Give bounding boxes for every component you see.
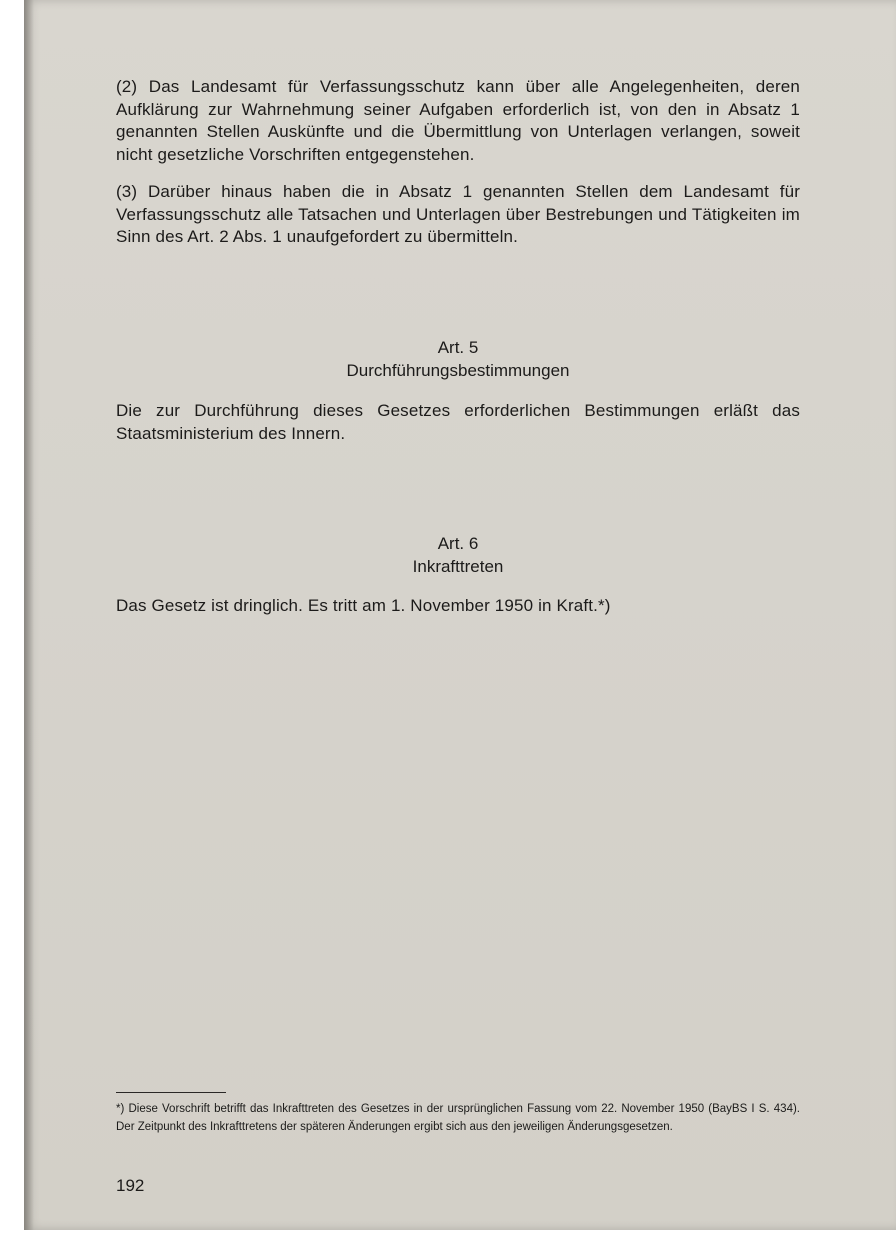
article-6-title: Inkrafttreten [412, 556, 504, 576]
article-6-number: Art. 6 [437, 534, 479, 553]
article-5-text: Die zur Durchführung dieses Gesetzes erforderlichen Bestimmungen erläßt das Staatsministerium des Innern. [116, 401, 800, 443]
article-6-heading [116, 533, 800, 578]
page-edge-shadow [24, 0, 34, 1230]
page-number: 192 [116, 1176, 145, 1195]
paragraph-art4-absatz-3: (3) Darüber hinaus haben die in Absatz 1 genannten Stellen dem Landesamt für Verfassungsschutz alle Tatsachen und Unterlagen über Bestrebungen und Tätigkeiten im Sinn des Art. 2 Abs. 1 unaufgefordert zu übermitteln. [116, 182, 800, 246]
article-5-title: Durchführungsbestimmungen [346, 360, 570, 380]
article-6-text: Das Gesetz ist dringlich. Es tritt am 1. November 1950 in Kraft.*) [116, 596, 611, 615]
footnote: *) Diese Vorschrift betrifft das Inkrafttreten des Gesetzes in der ursprünglichen Fassung vom 22. November 1950 (BayBS I S. 434). Der Zeitpunkt des Inkrafttretens der späteren Änderungen ergibt sich aus den jeweiligen Änderungsgesetzen. [116, 1103, 800, 1133]
footnote-rule [116, 1092, 226, 1093]
paragraph-art4-absatz-2: (2) Das Landesamt für Verfassungsschutz kann über alle Angelegenheiten, deren Aufklärung zur Wahrnehmung seiner Aufgaben erforderlich ist, von den in Absatz 1 genannten Stellen Auskünfte und die Übermittlung von Unterlagen verlangen, soweit nicht gesetzliche Vorschriften entgegenstehen. [116, 77, 800, 164]
article-5-heading [116, 337, 800, 382]
article-5-number: Art. 5 [437, 338, 479, 357]
